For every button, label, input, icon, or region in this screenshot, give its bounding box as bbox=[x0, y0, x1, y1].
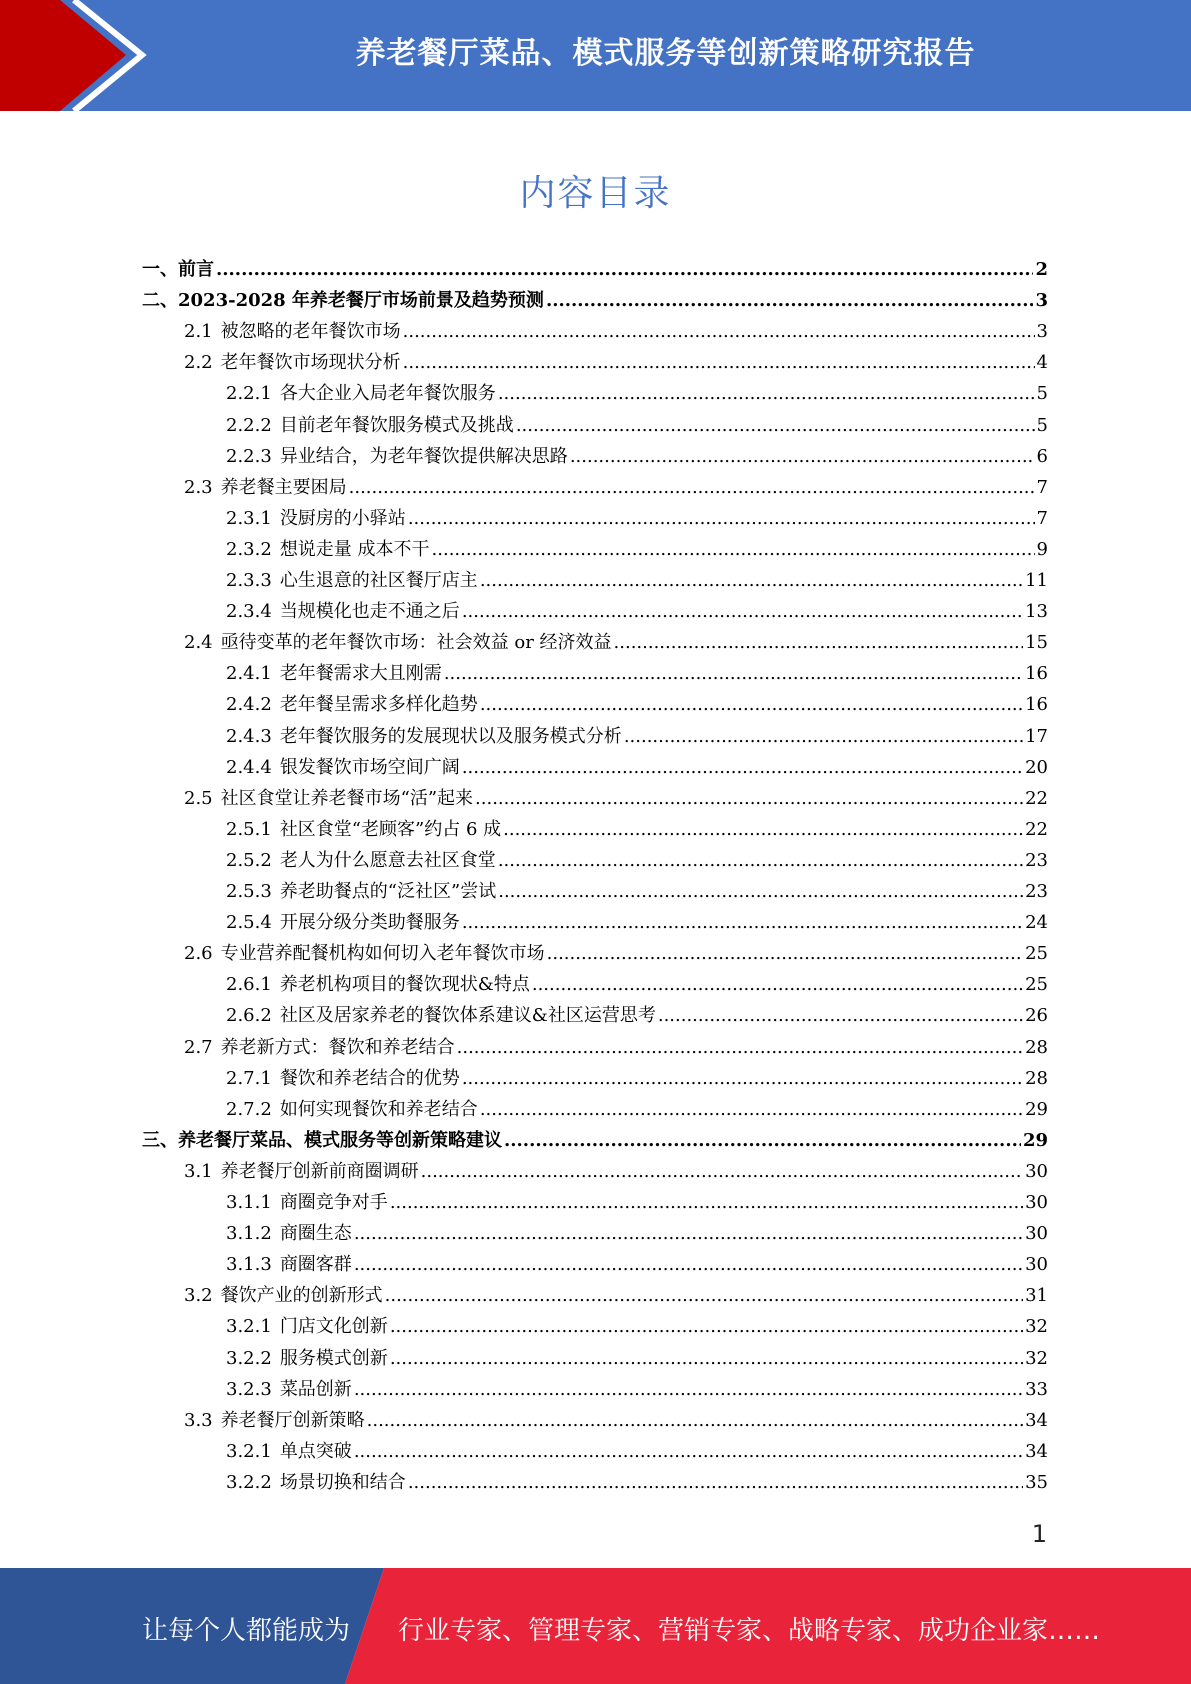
toc-entry[interactable] bbox=[226, 1374, 1048, 1405]
toc-entry-title: 商圈竞争对手 bbox=[279, 1192, 388, 1213]
toc-entry-page: 23 bbox=[1025, 881, 1048, 902]
toc-entry[interactable] bbox=[226, 1467, 1048, 1498]
toc-entry-title: 如何实现餐饮和养老结合 bbox=[279, 1098, 478, 1120]
toc-dot-leader bbox=[547, 938, 1023, 969]
toc-dot-leader bbox=[408, 1467, 1023, 1498]
toc-entry[interactable] bbox=[226, 1000, 1048, 1031]
toc-entry[interactable] bbox=[142, 254, 1048, 285]
toc-dot-leader bbox=[516, 410, 1035, 441]
toc-dot-leader bbox=[408, 503, 1035, 534]
toc-dot-leader bbox=[480, 1094, 1023, 1125]
toc-dot-leader bbox=[354, 1374, 1023, 1405]
toc-entry-page: 34 bbox=[1025, 1440, 1048, 1462]
toc-entry-number: 2.5.1 bbox=[226, 818, 272, 840]
toc-entry-title: 目前老年餐饮服务模式及挑战 bbox=[279, 414, 514, 436]
toc-entry-number: 2.2.3 bbox=[226, 445, 272, 467]
toc-entry-number: 2.3.2 bbox=[226, 538, 272, 560]
toc-entry[interactable] bbox=[142, 285, 1048, 316]
toc-entry-page: 30 bbox=[1025, 1192, 1048, 1213]
toc-entry-number: 2.3 bbox=[184, 476, 213, 498]
toc-entry-number: 3.2.1 bbox=[226, 1440, 272, 1462]
toc-entry-page: 28 bbox=[1025, 1067, 1048, 1089]
toc-dot-leader bbox=[475, 783, 1023, 814]
toc-entry-number: 3.1.2 bbox=[226, 1223, 272, 1245]
toc-entry-title: 老年餐呈需求多样化趋势 bbox=[279, 694, 478, 716]
toc-entry-number: 2.3.4 bbox=[226, 601, 272, 623]
toc-entry-number: 2.2.2 bbox=[226, 414, 272, 436]
toc-entry[interactable] bbox=[226, 1094, 1048, 1125]
toc-entry-number: 2.2 bbox=[184, 352, 213, 374]
toc-entry-title: 餐饮和养老结合的优势 bbox=[279, 1067, 460, 1089]
toc-entry-title: 养老助餐点的“泛社区”尝试 bbox=[279, 881, 497, 902]
toc-dot-leader bbox=[480, 565, 1023, 596]
toc-entry-number: 2.1 bbox=[184, 321, 213, 343]
toc-dot-leader bbox=[462, 752, 1023, 783]
toc-entry-number: 三、 bbox=[142, 1129, 178, 1151]
footer-slogan-left: 让每个人都能成为 bbox=[142, 1616, 351, 1646]
toc-entry-page: 20 bbox=[1025, 756, 1048, 778]
toc-entry-number: 2.7.2 bbox=[226, 1098, 272, 1120]
toc-dot-leader bbox=[349, 472, 1035, 503]
toc-entry-page: 5 bbox=[1036, 383, 1048, 405]
toc-entry[interactable] bbox=[226, 565, 1048, 596]
toc-entry-title: 银发餐饮市场空间广阔 bbox=[279, 756, 460, 778]
toc-entry-number: 2.5.4 bbox=[226, 912, 272, 934]
toc-entry-page: 13 bbox=[1025, 601, 1048, 623]
toc-entry-title: 养老餐厅菜品、模式服务等创新策略建议 bbox=[178, 1129, 502, 1151]
toc-entry-title: 社区食堂“老顾客”约占 6 成 bbox=[279, 818, 502, 840]
toc-entry-page: 23 bbox=[1025, 849, 1048, 871]
toc-entry[interactable] bbox=[184, 316, 1048, 347]
toc-dot-leader bbox=[390, 1343, 1023, 1374]
toc-entry[interactable] bbox=[226, 410, 1048, 441]
toc-entry-page: 26 bbox=[1025, 1005, 1048, 1027]
toc-entry[interactable] bbox=[226, 814, 1048, 845]
toc-dot-leader bbox=[354, 1249, 1023, 1280]
toc-entry-number: 3.2.3 bbox=[226, 1378, 272, 1400]
toc-entry-page: 31 bbox=[1025, 1285, 1048, 1307]
toc-entry[interactable] bbox=[226, 596, 1048, 627]
toc-entry-title: 各大企业入局老年餐饮服务 bbox=[279, 383, 496, 405]
toc-entry-number: 3.3 bbox=[184, 1409, 213, 1431]
toc-entry[interactable] bbox=[226, 1063, 1048, 1094]
toc-entry[interactable] bbox=[226, 1218, 1048, 1249]
toc-dot-leader bbox=[503, 814, 1023, 845]
toc-entry-title: 养老新方式：餐饮和养老结合 bbox=[220, 1036, 455, 1058]
toc-entry-number: 2.4.2 bbox=[226, 694, 272, 716]
toc-entry-title: 老年餐需求大且刚需 bbox=[279, 663, 442, 685]
toc-entry-page: 7 bbox=[1036, 507, 1048, 529]
toc-entry-page: 17 bbox=[1025, 725, 1048, 747]
toc-entry-page: 16 bbox=[1025, 663, 1048, 685]
toc-entry[interactable] bbox=[184, 938, 1048, 969]
toc-entry[interactable] bbox=[226, 752, 1048, 783]
toc-dot-leader bbox=[480, 689, 1023, 720]
toc-entry-title: 社区食堂让养老餐市场“活”起来 bbox=[220, 787, 474, 809]
toc-dot-leader bbox=[403, 316, 1035, 347]
toc-entry-page: 11 bbox=[1025, 570, 1048, 591]
toc-entry-title: 社区及居家养老的餐饮体系建议&社区运营思考 bbox=[279, 1005, 656, 1027]
toc-entry-title: 场景切换和结合 bbox=[279, 1471, 406, 1493]
toc-entry-title: 餐饮产业的创新形式 bbox=[220, 1285, 383, 1307]
page-number: 1 bbox=[1031, 1520, 1047, 1548]
toc-entry-title: 商圈客群 bbox=[279, 1254, 352, 1276]
toc-entry[interactable] bbox=[226, 1436, 1048, 1467]
toc-entry-title: 前言 bbox=[178, 259, 214, 280]
toc-entry-number: 2.5.3 bbox=[226, 881, 272, 902]
toc-entry[interactable] bbox=[226, 1311, 1048, 1342]
toc-entry-number: 2.4.3 bbox=[226, 725, 272, 747]
toc-dot-leader bbox=[385, 1280, 1023, 1311]
toc-entry-title: 商圈生态 bbox=[279, 1223, 352, 1245]
toc-entry-number: 2.6.1 bbox=[226, 974, 272, 996]
toc-dot-leader bbox=[498, 876, 1023, 907]
toc-dot-leader bbox=[432, 534, 1035, 565]
toc-entry-number: 2.3.1 bbox=[226, 507, 272, 529]
toc-entry-title: 养老餐厅创新前商圈调研 bbox=[220, 1160, 419, 1182]
toc-dot-leader bbox=[457, 1032, 1023, 1063]
toc-entry-number: 3.2 bbox=[184, 1285, 213, 1307]
toc-entry-title: 门店文化创新 bbox=[279, 1316, 388, 1338]
toc-dot-leader bbox=[390, 1187, 1023, 1218]
toc-dot-leader bbox=[354, 1436, 1023, 1467]
toc-dot-leader bbox=[462, 1063, 1023, 1094]
toc-entry-title: 2023-2028 年养老餐厅市场前景及趋势预测 bbox=[178, 290, 544, 312]
toc-entry-title: 异业结合，为老年餐饮提供解决思路 bbox=[279, 445, 568, 467]
toc-dot-leader bbox=[624, 721, 1023, 752]
toc-entry-page: 9 bbox=[1036, 538, 1048, 560]
toc-entry[interactable] bbox=[184, 347, 1048, 378]
toc-entry-page: 24 bbox=[1025, 912, 1048, 934]
report-title: 养老餐厅菜品、模式服务等创新策略研究报告 bbox=[355, 36, 976, 71]
toc-entry[interactable] bbox=[184, 783, 1048, 814]
toc-entry-page: 34 bbox=[1025, 1409, 1048, 1431]
toc-entry-title: 单点突破 bbox=[279, 1440, 352, 1462]
toc-entry-number: 2.2.1 bbox=[226, 383, 272, 405]
toc-entry-number: 3.2.2 bbox=[226, 1471, 272, 1493]
toc-entry-title: 老年餐饮服务的发展现状以及服务模式分析 bbox=[279, 725, 622, 747]
toc-entry-page: 33 bbox=[1025, 1378, 1048, 1400]
toc-entry-number: 2.7.1 bbox=[226, 1067, 272, 1089]
toc-dot-leader bbox=[570, 441, 1035, 472]
toc-entry-title: 专业营养配餐机构如何切入老年餐饮市场 bbox=[220, 943, 545, 965]
toc-dot-leader bbox=[421, 1156, 1023, 1187]
toc-entry-number: 2.4.4 bbox=[226, 756, 272, 778]
toc-entry[interactable] bbox=[226, 876, 1048, 907]
toc-entry[interactable] bbox=[226, 907, 1048, 938]
toc-entry[interactable] bbox=[184, 1032, 1048, 1063]
toc-entry-number: 3.1.3 bbox=[226, 1254, 272, 1276]
footer-slogan-right: 行业专家、管理专家、营销专家、战略专家、成功企业家…… bbox=[398, 1616, 1101, 1646]
toc-entry-title: 开展分级分类助餐服务 bbox=[279, 912, 460, 934]
toc-dot-leader bbox=[498, 845, 1023, 876]
toc-entry-title: 养老餐厅创新策略 bbox=[220, 1409, 365, 1431]
toc-entry[interactable] bbox=[226, 1343, 1048, 1374]
toc-entry-number: 3.1.1 bbox=[226, 1192, 272, 1213]
toc-entry-page: 25 bbox=[1025, 943, 1048, 965]
toc-entry[interactable] bbox=[226, 658, 1048, 689]
toc-entry-number: 3.1 bbox=[184, 1160, 213, 1182]
toc-entry-number: 2.5.2 bbox=[226, 849, 272, 871]
toc-entry[interactable] bbox=[226, 689, 1048, 720]
toc-dot-leader bbox=[444, 658, 1023, 689]
toc-entry-title: 养老机构项目的餐饮现状&特点 bbox=[279, 974, 530, 996]
toc-entry-title: 养老餐主要困局 bbox=[220, 476, 347, 498]
toc-dot-leader bbox=[354, 1218, 1023, 1249]
toc-entry-page: 32 bbox=[1025, 1316, 1048, 1338]
toc-entry-number: 2.7 bbox=[184, 1036, 213, 1058]
toc-entry-page: 32 bbox=[1025, 1347, 1048, 1369]
toc-entry-page: 35 bbox=[1025, 1471, 1048, 1493]
toc-entry-number: 2.4.1 bbox=[226, 663, 272, 685]
toc-entry-page: 29 bbox=[1025, 1098, 1048, 1120]
toc-entry-page: 25 bbox=[1025, 974, 1048, 996]
toc-entry-title: 服务模式创新 bbox=[279, 1347, 388, 1369]
toc-entry[interactable] bbox=[184, 472, 1048, 503]
toc-entry-page: 2 bbox=[1035, 259, 1048, 280]
toc-entry[interactable] bbox=[226, 721, 1048, 752]
toc-dot-leader bbox=[504, 1125, 1021, 1156]
toc-entry-number: 二、 bbox=[142, 290, 178, 312]
toc-entry[interactable] bbox=[184, 1405, 1048, 1436]
toc-dot-leader bbox=[390, 1311, 1023, 1342]
toc-entry-title: 当规模化也走不通之后 bbox=[279, 601, 460, 623]
toc-entry-page: 22 bbox=[1025, 818, 1048, 840]
toc-dot-leader bbox=[216, 254, 1033, 285]
toc-entry-page: 3 bbox=[1035, 290, 1048, 312]
toc-entry[interactable] bbox=[184, 1280, 1048, 1311]
toc-entry-page: 28 bbox=[1025, 1036, 1048, 1058]
toc-dot-leader bbox=[462, 907, 1023, 938]
toc-entry-page: 29 bbox=[1022, 1129, 1048, 1151]
toc-dot-leader bbox=[532, 969, 1023, 1000]
toc-entry-number: 3.2.2 bbox=[226, 1347, 272, 1369]
toc-entry-title: 亟待变革的老年餐饮市场：社会效益 or 经济效益 bbox=[220, 632, 612, 654]
toc-entry[interactable] bbox=[226, 378, 1048, 409]
toc-entry[interactable] bbox=[226, 969, 1048, 1000]
toc-entry-title: 老人为什么愿意去社区食堂 bbox=[279, 849, 496, 871]
toc-dot-leader bbox=[498, 378, 1035, 409]
toc-entry[interactable] bbox=[184, 627, 1048, 658]
toc-dot-leader bbox=[367, 1405, 1023, 1436]
toc-entry-number: 2.6 bbox=[184, 943, 213, 965]
toc-dot-leader bbox=[403, 347, 1035, 378]
toc-dot-leader bbox=[546, 285, 1034, 316]
toc-entry-title: 被忽略的老年餐饮市场 bbox=[220, 321, 401, 343]
toc-entry[interactable] bbox=[226, 441, 1048, 472]
toc-entry-title: 没厨房的小驿站 bbox=[279, 507, 406, 529]
toc-entry-page: 6 bbox=[1036, 445, 1048, 467]
toc-entry-page: 30 bbox=[1025, 1223, 1048, 1245]
toc-entry[interactable] bbox=[184, 1156, 1048, 1187]
toc-heading: 内容目录 bbox=[519, 173, 672, 214]
toc-entry-title: 心生退意的社区餐厅店主 bbox=[279, 570, 478, 591]
toc-entry-page: 16 bbox=[1025, 694, 1048, 716]
toc-entry-title: 老年餐饮市场现状分析 bbox=[220, 352, 401, 374]
toc-entry-number: 2.6.2 bbox=[226, 1005, 272, 1027]
toc-entry-number: 3.2.1 bbox=[226, 1316, 272, 1338]
toc-dot-leader bbox=[462, 596, 1023, 627]
toc-entry-number: 2.3.3 bbox=[226, 570, 272, 591]
toc-entry[interactable] bbox=[226, 845, 1048, 876]
toc-entry[interactable] bbox=[226, 1187, 1048, 1218]
toc-entry-page: 30 bbox=[1025, 1254, 1048, 1276]
toc-dot-leader bbox=[658, 1000, 1023, 1031]
toc-entry-number: 一、 bbox=[142, 259, 178, 280]
toc-dot-leader bbox=[614, 627, 1024, 658]
toc-entry-page: 30 bbox=[1025, 1160, 1048, 1182]
toc-entry-page: 5 bbox=[1036, 414, 1048, 436]
toc-entry[interactable] bbox=[226, 503, 1048, 534]
toc-entry[interactable] bbox=[226, 1249, 1048, 1280]
footer-banner bbox=[0, 1568, 1191, 1684]
toc-entry-page: 22 bbox=[1025, 787, 1048, 809]
toc-entry-page: 15 bbox=[1025, 632, 1048, 654]
toc-entry-title: 菜品创新 bbox=[279, 1378, 352, 1400]
toc-entry-page: 4 bbox=[1036, 352, 1048, 374]
toc-entry[interactable] bbox=[142, 1125, 1048, 1156]
toc-entry-page: 7 bbox=[1036, 476, 1048, 498]
toc-entry-page: 3 bbox=[1036, 321, 1048, 343]
toc-entry-title: 想说走量 成本不干 bbox=[279, 538, 430, 560]
toc-entry-number: 2.4 bbox=[184, 632, 213, 654]
header-banner bbox=[0, 0, 1191, 111]
toc-entry[interactable] bbox=[226, 534, 1048, 565]
toc-entry-number: 2.5 bbox=[184, 787, 213, 809]
